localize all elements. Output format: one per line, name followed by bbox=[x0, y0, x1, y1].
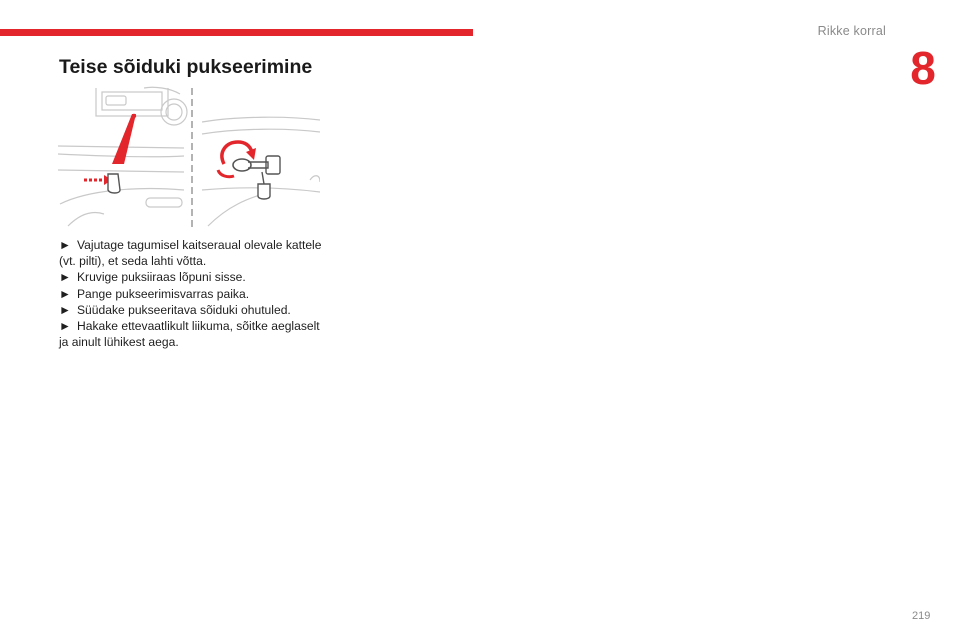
instruction-text: Süüdake pukseeritava sõiduki ohutuled. bbox=[76, 302, 291, 317]
chapter-tab bbox=[886, 37, 960, 99]
instruction-step bbox=[59, 302, 329, 318]
instruction-list bbox=[59, 237, 329, 350]
instruction-step bbox=[59, 318, 329, 350]
tow-eye-icon bbox=[233, 156, 280, 199]
press-cover-arrow-icon bbox=[84, 114, 136, 193]
instruction-step bbox=[59, 237, 329, 269]
instruction-text: Pange pukseerimisvarras paika. bbox=[76, 286, 250, 301]
instruction-text: Hakake ettevaatlikult liikuma, sõitke aeglaselt ja ainult lühikest aega. bbox=[59, 319, 320, 350]
chapter-title: Rikke korral bbox=[817, 24, 886, 38]
instruction-text: Kruvige puksiiraas lõpuni sisse. bbox=[76, 270, 246, 285]
bullet-arrow-icon: ► bbox=[59, 270, 71, 285]
towing-hook-illustration bbox=[58, 86, 320, 232]
chapter-number: 8 bbox=[910, 42, 936, 94]
bullet-arrow-icon: ► bbox=[59, 319, 71, 334]
section-title: Teise sõiduki pukseerimine bbox=[59, 56, 313, 78]
instruction-step bbox=[59, 286, 329, 302]
bullet-arrow-icon: ► bbox=[59, 238, 71, 252]
instruction-step bbox=[59, 269, 329, 285]
instruction-text: Vajutage tagumisel kaitseraual olevale kattele (vt. pilti), et seda lahti võtta. bbox=[59, 238, 322, 269]
header-accent-bar bbox=[0, 29, 473, 36]
page-number: 219 bbox=[912, 610, 931, 622]
bullet-arrow-icon: ► bbox=[59, 302, 71, 317]
bullet-arrow-icon: ► bbox=[59, 286, 71, 301]
